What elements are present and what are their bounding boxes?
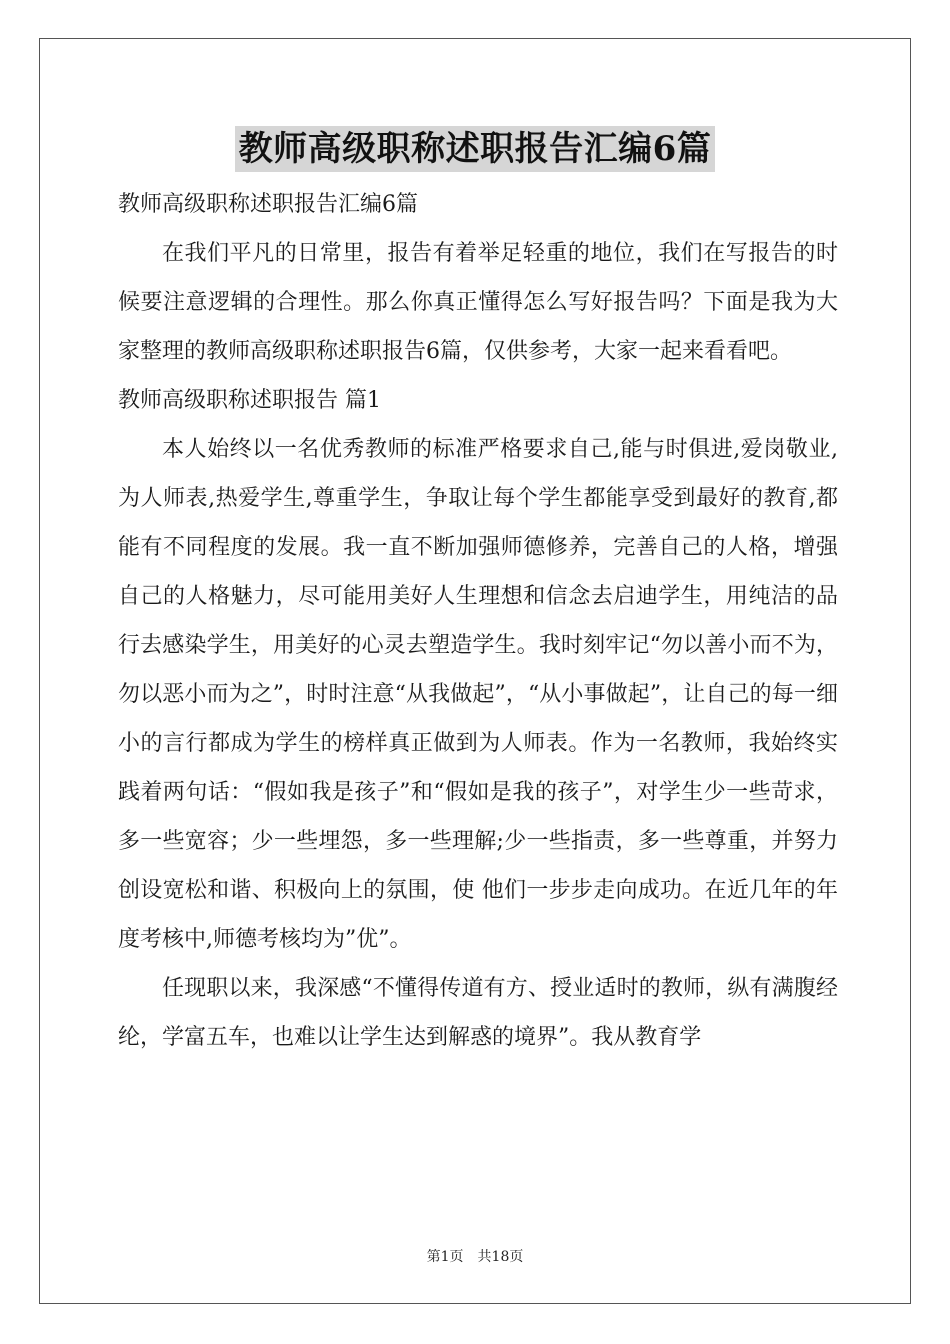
body-paragraph-1: 本人始终以一名优秀教师的标准严格要求自己,能与时俱进,爱岗敬业,为人师表,热爱学生,尊重学生，争取让每个学生都能享受到最好的教育,都能有不同程度的发展。我一直不断加强师德修养，完善自己的人格，增强自己的人格魅力，尽可能用美好人生理想和信念去启迪学生，用纯洁的品行去感染学生，用美好的心灵去塑造学生。我时刻牢记“勿以善小而不为，勿以恶小而为之”，时时注意“从我做起”，“从小事做起”，让自己的每一细小的言行都成为学生的榜样真正做到为人师表。作为一名教师，我始终实践着两句话：“假如我是孩子”和“假如是我的孩子”，对学生少一些苛求，多一些宽容；少一些埋怨，多一些理解;少一些指责，多一些尊重，并努力创设宽松和谐、积极向上的氛围，使 他们一步步走向成功。在近几年的年度考核中,师德考核均为”优”。 xyxy=(118,437,838,952)
document-body xyxy=(118,180,838,1062)
page-total: 共18页 xyxy=(477,1249,524,1265)
page-number: 第1页 xyxy=(426,1249,464,1265)
body-paragraph-2: 任现职以来，我深感“不懂得传道有方、授业适时的教师，纵有满腹经纶，学富五车，也难以让学生达到解惑的境界”。我从教育学 xyxy=(118,976,838,1050)
intro-paragraph: 在我们平凡的日常里，报告有着举足轻重的地位，我们在写报告的时候要注意逻辑的合理性。那么你真正懂得怎么写好报告吗？下面是我为大家整理的教师高级职称述职报告6篇，仅供参考，大家一起来看看吧。 xyxy=(118,241,838,364)
page-footer xyxy=(0,1246,950,1266)
title-wrap xyxy=(0,126,950,172)
section-heading: 教师高级职称述职报告 篇1 xyxy=(118,388,381,413)
document-subtitle: 教师高级职称述职报告汇编6篇 xyxy=(118,192,418,217)
document-title: 教师高级职称述职报告汇编6篇 xyxy=(235,126,716,172)
